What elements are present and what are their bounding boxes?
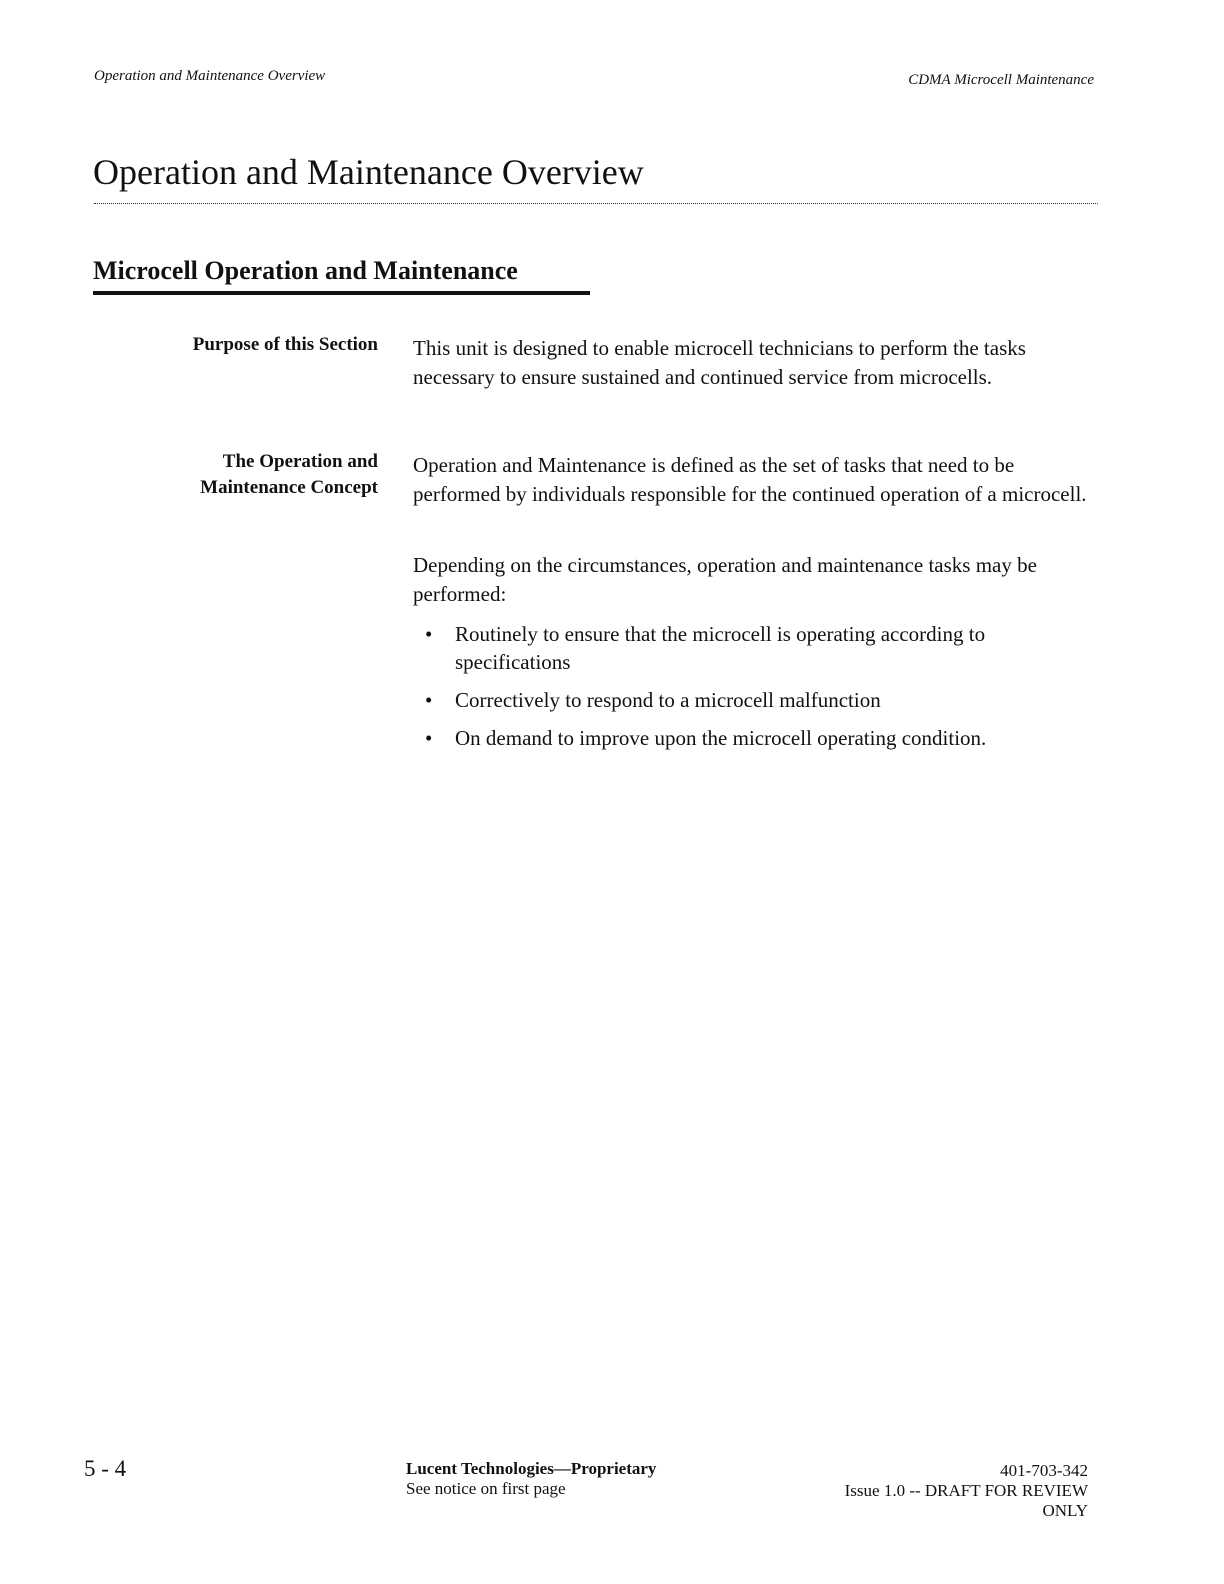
section-heading: Microcell Operation and Maintenance [93, 256, 518, 285]
body-paragraph: Depending on the circumstances, operation and maintenance tasks may be performed: [413, 553, 1037, 606]
running-header-right: CDMA Microcell Maintenance [908, 72, 1094, 88]
bullet-icon: • [425, 726, 433, 750]
side-label-purpose [193, 332, 378, 358]
side-label-line: The Operation and [222, 451, 378, 472]
body-block-purpose [413, 334, 1103, 392]
list-item-text: Routinely to ensure that the microcell is operating according to specifications [455, 622, 986, 674]
footer-proprietary [406, 1459, 656, 1499]
title-dotted-rule [94, 203, 1098, 204]
section-heading-rule [93, 291, 590, 295]
list-item-text: Correctively to respond to a microcell malfunction [455, 688, 881, 712]
body-block-concept [413, 451, 1103, 509]
page-title: Operation and Maintenance Overview [93, 152, 644, 192]
footer-issue-line: Issue 1.0 -- DRAFT FOR REVIEW [844, 1481, 1088, 1500]
body-paragraph: This unit is designed to enable microcell technicians to perform the tasks necessary to ensure sustained and continued service from microcells. [413, 336, 1026, 389]
list-item [413, 724, 1103, 752]
bullet-icon: • [425, 622, 433, 646]
side-label-line: Purpose of this Section [192, 334, 378, 355]
bullet-icon: • [425, 688, 433, 712]
list-item-text: On demand to improve upon the microcell operating condition. [455, 726, 987, 750]
footer-document-info [845, 1461, 1088, 1521]
running-header-left: Operation and Maintenance Overview [94, 68, 326, 84]
footer-notice: See notice on first page [406, 1479, 566, 1498]
side-label-concept [200, 449, 378, 501]
page-number: 5 - 4 [84, 1456, 127, 1481]
footer-doc-number: 401-703-342 [1000, 1461, 1088, 1480]
footer-company: Lucent Technologies—Proprietary [406, 1459, 657, 1478]
side-label-line: Maintenance Concept [200, 477, 378, 498]
footer-issue-line: ONLY [1042, 1501, 1088, 1520]
list-item [413, 686, 1103, 714]
list-item [413, 620, 1103, 676]
task-bullet-list [413, 620, 1103, 762]
body-block-circumstances [413, 551, 1103, 609]
body-paragraph: Operation and Maintenance is defined as the set of tasks that need to be performed by individuals responsible for the continued operation of a microcell. [413, 453, 1087, 506]
